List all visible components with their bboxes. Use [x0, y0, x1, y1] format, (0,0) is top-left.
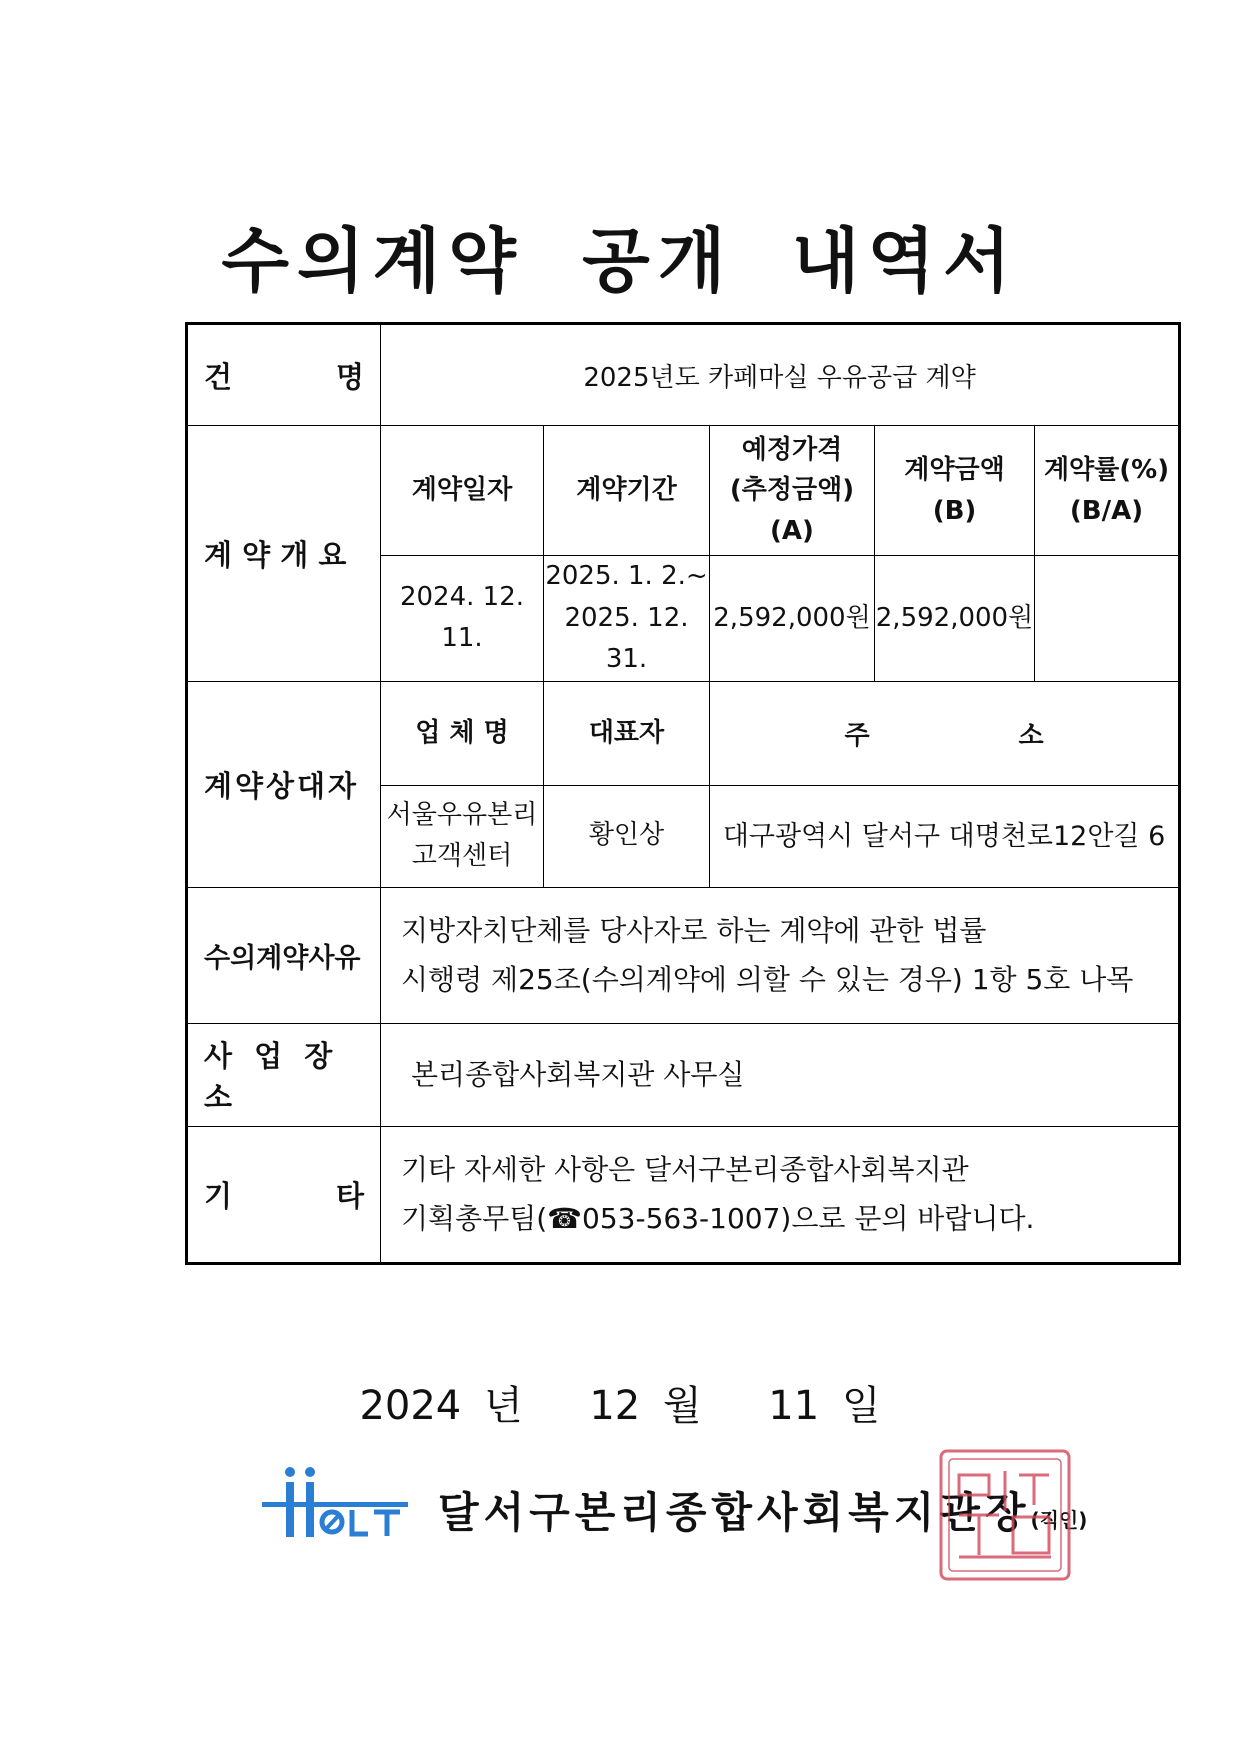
label-part: 명 [335, 359, 364, 394]
other-line: 기타 자세한 사항은 달서구본리종합사회복지관 [401, 1153, 969, 1187]
other-line: 기획총무팀(☎053-563-1007)으로 문의 바랍니다. [401, 1202, 1035, 1236]
row-other [187, 1126, 1180, 1263]
other-label [187, 1126, 381, 1263]
date-day-unit: 일 [841, 1383, 881, 1429]
header-company: 업 체 명 [381, 681, 544, 785]
header-contract-period [544, 426, 710, 556]
header-estimated-price [710, 426, 875, 556]
issue-date [0, 1374, 1240, 1431]
case-name-value: 2025년도 카페마실 우유공급 계약 [381, 324, 1180, 426]
period-end: 2025. 12. 31. [564, 602, 689, 675]
contract-period [544, 556, 710, 682]
page-title: 수의계약 공개 내역서 [221, 220, 1019, 302]
reason-line: 지방자치단체를 당사자로 하는 계약에 관한 법률 [401, 914, 987, 948]
company-name [381, 785, 544, 887]
seal-note: (직인) [1030, 1508, 1088, 1532]
header-contract-rate [1035, 426, 1180, 556]
row-reason [187, 887, 1180, 1023]
official-seal-icon [935, 1445, 1075, 1585]
reason-line: 시행령 제25조(수의계약에 의할 수 있는 경우) 1항 5호 나목 [401, 963, 1134, 997]
address: 대구광역시 달서구 대명천로12안길 6 [710, 785, 1180, 887]
label-part: 주 [844, 720, 870, 751]
date-month-unit: 월 [662, 1383, 702, 1429]
label-part: 기 [204, 1178, 233, 1213]
label-part: 건 [204, 359, 233, 394]
header-text: 계약일자 [411, 475, 513, 506]
holt-logo-icon [260, 1462, 410, 1542]
row-counterparty-header [187, 681, 1180, 785]
row-location [187, 1023, 1180, 1126]
company-line: 서울우유본리 [386, 799, 538, 830]
row-case-name [187, 324, 1180, 426]
date-month: 12 [589, 1383, 641, 1429]
header-contract-date [381, 426, 544, 556]
label-part: 타 [335, 1178, 364, 1213]
label-part: 소 [1018, 720, 1044, 751]
company-line: 고객센터 [411, 841, 513, 872]
contract-date: 2024. 12. 11. [381, 556, 544, 682]
header-text: 계약률(%) (B/A) [1043, 455, 1170, 526]
estimated-price: 2,592,000원 [710, 556, 875, 682]
location-value: 본리종합사회복지관 사무실 [381, 1023, 1180, 1126]
overview-label: 계 약 개 요 [187, 426, 381, 682]
case-name-label [187, 324, 381, 426]
header-contract-amount [875, 426, 1035, 556]
header-representative: 대표자 [544, 681, 710, 785]
representative: 황인상 [544, 785, 710, 887]
location-label: 사 업 장 소 [187, 1023, 381, 1126]
date-day: 11 [768, 1383, 820, 1429]
header-text: 계약금액 (B) [904, 455, 1005, 526]
contract-table [185, 322, 1181, 1265]
header-text: 계약기간 [576, 475, 677, 506]
contract-amount: 2,592,000원 [875, 556, 1035, 682]
row-overview-header [187, 426, 1180, 556]
contract-rate [1035, 556, 1180, 682]
date-year-unit: 년 [483, 1383, 523, 1429]
header-text: 예정가격 (추정금액)(A) [729, 435, 855, 546]
date-year: 2024 [359, 1383, 462, 1429]
counterparty-label: 계약상대자 [187, 681, 381, 887]
org-name: 달서구본리종합사회복지관장 [438, 1488, 1031, 1537]
reason-value [381, 887, 1180, 1023]
other-value [381, 1126, 1180, 1263]
reason-label: 수의계약사유 [187, 887, 381, 1023]
header-address [710, 681, 1180, 785]
period-start: 2025. 1. 2.~ [545, 561, 708, 591]
